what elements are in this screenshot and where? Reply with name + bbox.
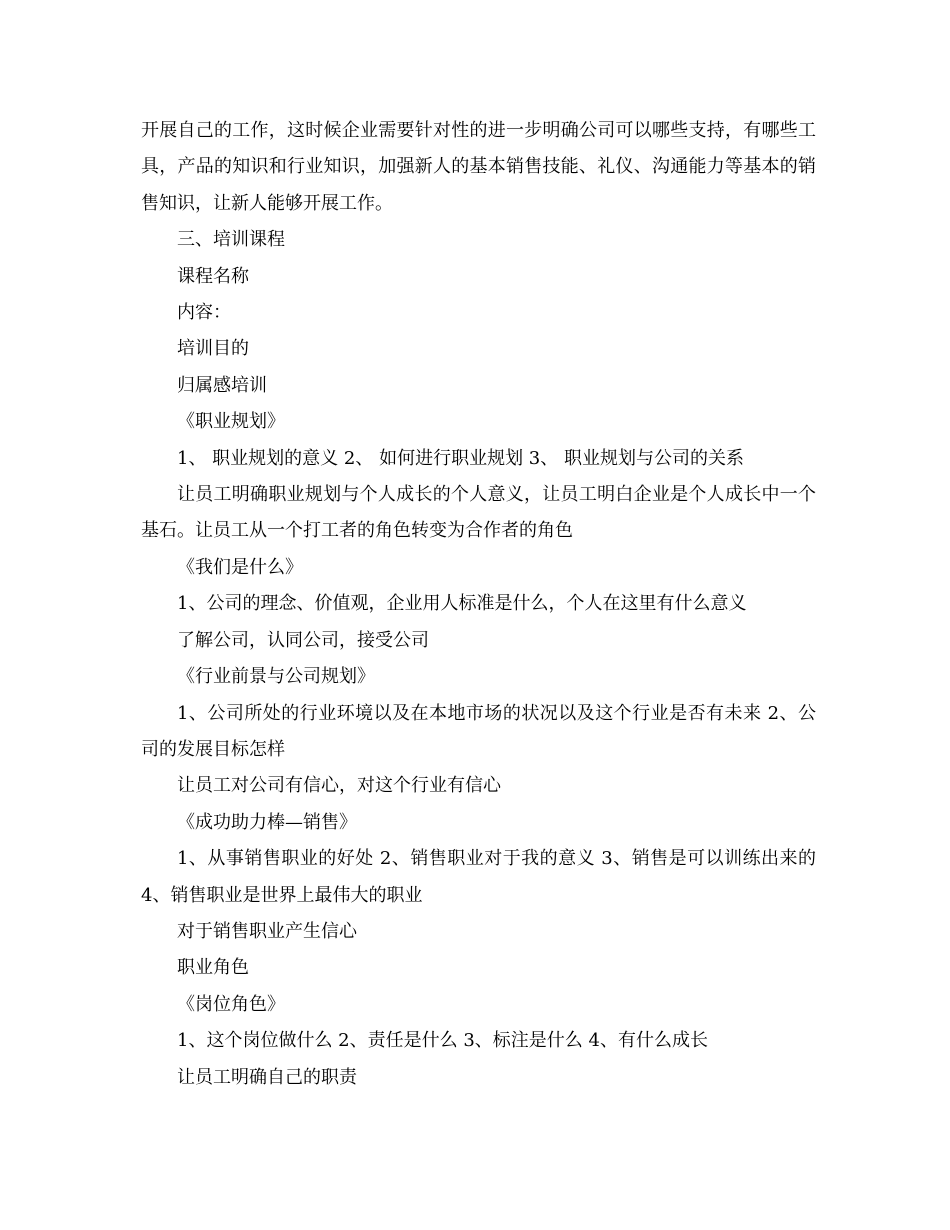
heading-job-role: 职业角色 — [177, 957, 249, 979]
course-purpose-industry-outlook: 让员工对公司有信心，对这个行业有信心 — [177, 775, 501, 797]
section-heading-training-courses: 三、培训课程 — [177, 229, 285, 251]
course-content-who-we-are: 1、公司的理念、价值观，企业用人标准是什么，个人在这里有什么意义 — [177, 593, 747, 615]
course-content-sales-success: 1、从事销售职业的好处 2、销售职业对于我的意义 3、销售是可以训练出来的 4、销售职业是世界上最伟大的职业 — [141, 848, 816, 906]
course-title-industry-outlook: 《行业前景与公司规划》 — [177, 666, 375, 688]
label-training-purpose: 培训目的 — [177, 338, 249, 360]
label-content: 内容： — [177, 302, 231, 324]
document-body — [141, 113, 816, 1096]
paragraph-intro-continued: 开展自己的工作，这时候企业需要针对性的进一步明确公司可以哪些支持，有哪些工具，产品的知识和行业知识，加强新人的基本销售技能、礼仪、沟通能力等基本的销售知识，让新人能够开展工作。 — [141, 120, 816, 214]
course-purpose-who-we-are: 了解公司，认同公司，接受公司 — [177, 629, 429, 651]
course-content-position-role: 1、这个岗位做什么 2、责任是什么 3、标注是什么 4、有什么成长 — [177, 1030, 708, 1052]
heading-belonging-training: 归属感培训 — [177, 374, 267, 396]
course-title-career-planning: 《职业规划》 — [177, 411, 285, 433]
course-purpose-career-planning: 让员工明确职业规划与个人成长的个人意义，让员工明白企业是个人成长中一个基石。让员工从一个打工者的角色转变为合作者的角色 — [141, 484, 816, 542]
course-purpose-position-role: 让员工明确自己的职责 — [177, 1066, 357, 1088]
course-title-position-role: 《岗位角色》 — [177, 993, 285, 1015]
course-title-who-we-are: 《我们是什么》 — [177, 556, 303, 578]
course-title-sales-success: 《成功助力棒—销售》 — [177, 811, 357, 833]
course-content-industry-outlook: 1、公司所处的行业环境以及在本地市场的状况以及这个行业是否有未来 2、公司的发展目标怎样 — [141, 702, 816, 760]
label-course-name: 课程名称 — [177, 265, 249, 287]
course-content-career-planning: 1、 职业规划的意义 2、 如何进行职业规划 3、 职业规划与公司的关系 — [177, 447, 744, 469]
course-purpose-sales-success: 对于销售职业产生信心 — [177, 920, 357, 942]
